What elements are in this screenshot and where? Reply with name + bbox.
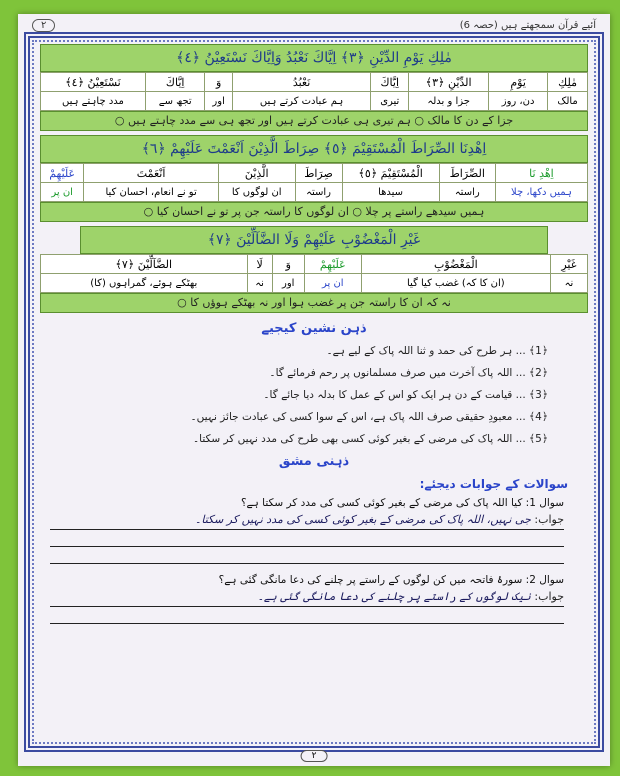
- exercise-title: ذہنی مشق: [278, 454, 350, 469]
- exercise-subtitle: سوالات کے جوابات دیجئے:: [419, 477, 568, 491]
- note-item: ﴿1﴾ ... ہر طرح کی حمد و ثنا اللہ پاک کے لیے ہے۔: [326, 345, 548, 357]
- header-title: آئیے قرآن سمجھتے ہیں (حصہ 6): [459, 19, 596, 31]
- word-ur: دن، روز: [489, 92, 548, 111]
- word-ar: اِهْدِ نَا: [495, 164, 587, 183]
- word-ar: غَيْرِ: [550, 255, 587, 274]
- word-ur: ہمیں دکھا، چلا: [495, 183, 587, 202]
- answer-label: جواب:: [534, 513, 564, 526]
- question-2: سوال 2: سورۂ فاتحہ میں کن لوگوں کے راستے پر چلنے کی دعا مانگی گئی ہے؟: [218, 574, 564, 586]
- word-ar: اِيَّاكَ: [371, 73, 409, 92]
- answer-label: جواب:: [534, 590, 564, 603]
- word-ar: الضَّآلِّيْنَ ﴿٧﴾: [41, 255, 248, 274]
- word-ur: تو نے انعام، احسان کیا: [84, 183, 219, 202]
- arabic-words-row: [41, 255, 588, 274]
- word-ur: راستہ: [295, 183, 342, 202]
- word-table-1: [40, 72, 588, 111]
- word-ar: نَسْتَعِيْنُ ﴿٤﴾: [41, 73, 146, 92]
- word-ur: جزا و بدلہ: [409, 92, 489, 111]
- word-ar: صِرَاطَ: [295, 164, 342, 183]
- word-ur: ان پر: [41, 183, 84, 202]
- word-ur: ہم عبادت کرتے ہیں: [232, 92, 371, 111]
- word-ar: عَلَيْهِمْ: [304, 255, 361, 274]
- blank-line: [50, 607, 564, 624]
- answer-2: [50, 588, 564, 607]
- word-ar: وَ: [272, 255, 304, 274]
- word-ur: تیری: [371, 92, 409, 111]
- word-ar: مٰلِكِ: [548, 73, 588, 92]
- word-ar: يَوْمِ: [489, 73, 548, 92]
- question-1: سوال 1: کیا اللہ پاک کی مرضی کے بغیر کوئی کسی کی مدد کر سکتا ہے؟: [240, 497, 564, 509]
- blank-line: [50, 547, 564, 564]
- arabic-words-row: [41, 164, 588, 183]
- word-ur: تجھ سے: [145, 92, 205, 111]
- ayah-band-3: غَيْرِ الْمَغْضُوْبِ عَلَيْهِمْ وَلَا الضَّآلِّيْنَ ﴿٧﴾: [80, 226, 548, 254]
- word-ar: اَنْعَمْتَ: [84, 164, 219, 183]
- urdu-meanings-row: [41, 183, 588, 202]
- word-ar: الدِّيْنِ ﴿٣﴾: [409, 73, 489, 92]
- word-ar: اِيَّاكَ: [145, 73, 205, 92]
- note-item: ﴿3﴾ ... قیامت کے دن ہر ایک کو اس کے عمل کا بدلہ دیا جائے گا۔: [263, 389, 548, 401]
- notes-title: ذہن نشین کیجیے: [261, 321, 367, 336]
- word-ur: نہ: [247, 274, 272, 293]
- word-table-3: [40, 254, 588, 293]
- word-ur: مالک: [548, 92, 588, 111]
- word-ar: وَ: [205, 73, 232, 92]
- word-ur: راستہ: [439, 183, 495, 202]
- word-ur: بھٹکے ہوئے، گمراہوں (کا): [41, 274, 248, 293]
- handwritten-answer: نیک لوگوں کے راستے پر چلنے کی دعا مانگی گئی ہے۔: [257, 590, 531, 603]
- word-ur: سیدھا: [342, 183, 439, 202]
- word-ur: (ان کا کہ) غضب کیا گیا: [361, 274, 550, 293]
- word-ar: لَا: [247, 255, 272, 274]
- handwritten-answer: جی نہیں، اللہ پاک کی مرضی کے بغیر کوئی کسی کی مدد نہیں کر سکتا۔: [194, 513, 531, 526]
- translation-band-1: جزا کے دن کا مالک ○ ہم تیری ہی عبادت کرتے ہیں اور تجھ ہی سے مدد چاہتے ہیں ○: [40, 111, 588, 131]
- ayah-band-2: اِهْدِنَا الصِّرَاطَ الْمُسْتَقِيْمَ ﴿٥﴾ صِرَاطَ الَّذِيْنَ اَنْعَمْتَ عَلَيْهِمْ ﴿٦﴾: [40, 135, 588, 163]
- footer-page-number: ٢: [301, 750, 328, 762]
- word-table-2: [40, 163, 588, 202]
- note-item: ﴿5﴾ ... اللہ پاک کی مرضی کے بغیر کوئی کسی بھی طرح کی مدد نہیں کر سکتا۔: [193, 433, 548, 445]
- word-ur: ان لوگوں کا: [218, 183, 295, 202]
- note-item: ﴿2﴾ ... اللہ پاک آخرت میں صرف مسلمانوں پر رحم فرمائے گا۔: [269, 367, 548, 379]
- page-content: [40, 44, 588, 740]
- word-ur: مدد چاہتے ہیں: [41, 92, 146, 111]
- ayah-band-1: مٰلِكِ يَوْمِ الدِّيْنِ ﴿٣﴾ اِيَّاكَ نَعْبُدُ وَاِيَّاكَ نَسْتَعِيْنُ ﴿٤﴾: [40, 44, 588, 72]
- note-item: ﴿4﴾ ... معبودِ حقیقی صرف اللہ پاک ہے، اس کے سوا کسی کی عبادت جائز نہیں۔: [190, 411, 548, 423]
- word-ar: الْمُسْتَقِيْمَ ﴿٥﴾: [342, 164, 439, 183]
- word-ar: الصِّرَاطَ: [439, 164, 495, 183]
- book-page: [18, 14, 610, 766]
- arabic-words-row: [41, 73, 588, 92]
- blank-line: [50, 530, 564, 547]
- word-ur: نہ: [550, 274, 587, 293]
- urdu-meanings-row: [41, 92, 588, 111]
- urdu-meanings-row: [41, 274, 588, 293]
- word-ar: الْمَغْضُوْبِ: [361, 255, 550, 274]
- word-ar: نَعْبُدُ: [232, 73, 371, 92]
- page-badge: ٢: [32, 19, 55, 32]
- translation-band-2: ہمیں سیدھے راستے پر چلا ○ ان لوگوں کا راستہ جن پر تو نے احسان کیا ○: [40, 202, 588, 222]
- word-ar: عَلَيْهِمْ: [41, 164, 84, 183]
- translation-band-3: نہ کہ ان کا راستہ جن پر غضب ہوا اور نہ بھٹکے ہوؤں کا ○: [40, 293, 588, 313]
- answer-1: [50, 511, 564, 530]
- word-ur: اور: [205, 92, 232, 111]
- word-ar: الَّذِيْنَ: [218, 164, 295, 183]
- word-ur: اور: [272, 274, 304, 293]
- word-ur: ان پر: [304, 274, 361, 293]
